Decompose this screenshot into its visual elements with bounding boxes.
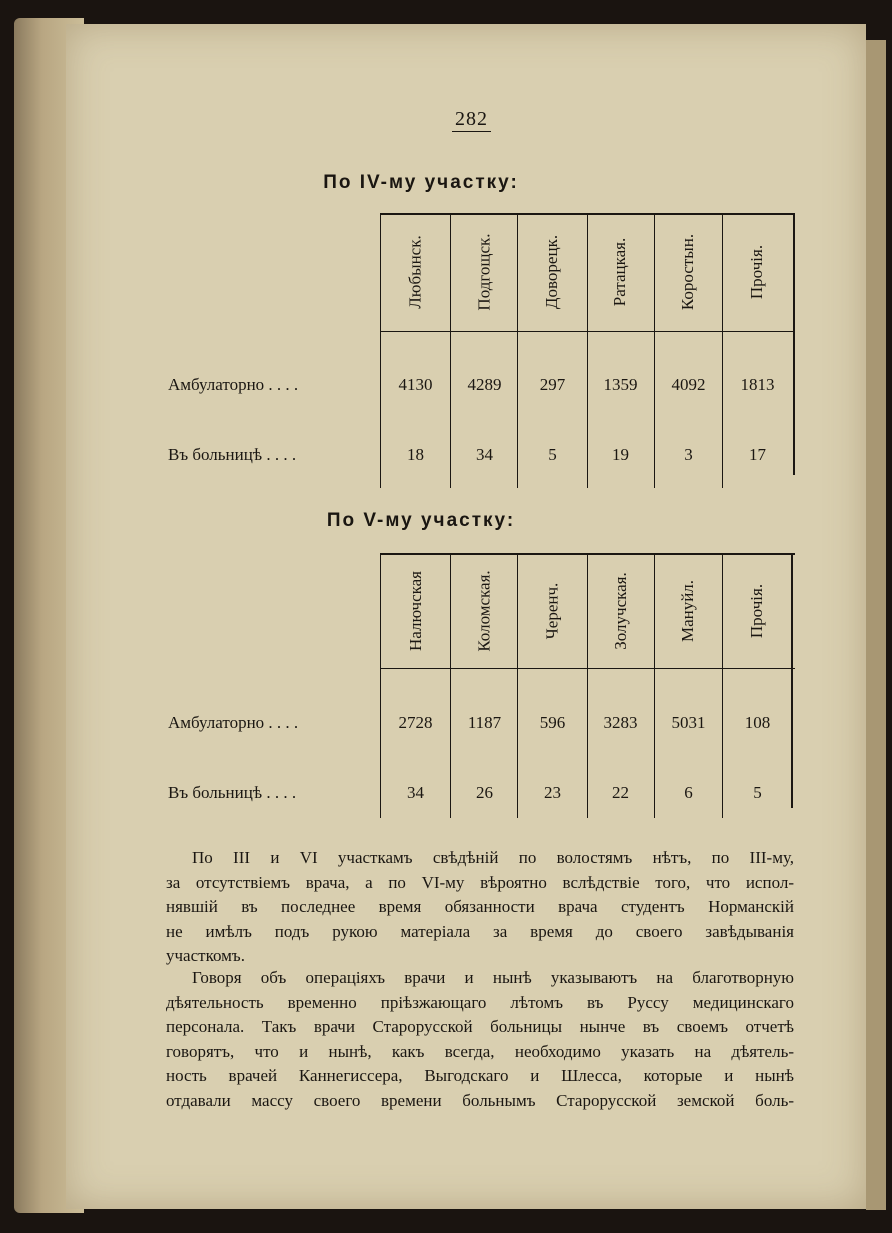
table-cell: 5 xyxy=(548,445,557,464)
table-cell: 4092 xyxy=(671,375,706,394)
text-line: за отсутствіемъ врача, а по VI-му вѣроятно вслѣдствіе того, что испол- xyxy=(166,872,794,892)
table-cell: 297 xyxy=(539,375,566,394)
column-header: Налючская xyxy=(405,570,425,651)
table-divider xyxy=(722,213,723,488)
column-header: Черенч. xyxy=(542,582,562,639)
column-header: Прочія. xyxy=(747,244,767,300)
text-line: отдавали массу своего времени больнымъ Старорусской земской боль- xyxy=(166,1090,794,1110)
table-ward-5 xyxy=(160,553,795,818)
column-header: Любынск. xyxy=(405,235,425,309)
table-cell: 1813 xyxy=(740,375,775,394)
text-line: ность врачей Каннегиссера, Выгодскаго и Шлесса, которые и нынѣ xyxy=(166,1066,794,1086)
text-line: не имѣлъ подъ рукою матеріала за время до своего завѣдыванія xyxy=(166,921,794,941)
text-line: дѣятельность временно пріѣзжающаго лѣтомъ въ Руссу медицинскаго xyxy=(166,992,794,1012)
table-cell: 6 xyxy=(684,783,693,802)
table-cell: 5031 xyxy=(671,713,706,732)
column-header: Доворецк. xyxy=(542,234,562,310)
text-line: нявшій въ последнее время обязанности врача студентъ Норманскій xyxy=(166,897,794,917)
paragraph-missing-data xyxy=(166,846,794,969)
page-number: 282 xyxy=(452,108,491,132)
table-cell: 19 xyxy=(612,445,629,464)
table-cell: 26 xyxy=(476,783,493,802)
row-label-ambulatory: Амбулаторно . . . . xyxy=(168,713,299,732)
table-cell: 2728 xyxy=(398,713,433,732)
text-line: По III и VI участкамъ свѣдѣній по волостямъ нѣтъ, по III-му, xyxy=(192,848,794,867)
table-divider xyxy=(722,553,723,818)
table-cell: 4130 xyxy=(398,375,433,394)
table-cell: 17 xyxy=(749,445,766,464)
text-line: персонала. Такъ врачи Старорусской больницы нынче въ своемъ отчетѣ xyxy=(166,1017,794,1037)
column-header: Подгощск. xyxy=(474,233,494,311)
column-header: Ратацкая. xyxy=(610,237,630,307)
table-cell: 4289 xyxy=(467,375,502,394)
table-cell: 22 xyxy=(612,783,629,802)
table-cell: 34 xyxy=(476,445,493,464)
table-right-border xyxy=(791,553,793,808)
table-divider xyxy=(380,553,381,818)
column-header: Золучская. xyxy=(610,571,630,650)
column-header: Мануйл. xyxy=(678,579,698,642)
text-line: говорятъ, что и нынѣ, какъ всегда, необходимо указать на дѣятель- xyxy=(166,1041,794,1061)
column-header: Коломская. xyxy=(474,569,494,652)
table-divider xyxy=(380,213,381,488)
next-page-edge xyxy=(866,40,886,1210)
table-cell: 1359 xyxy=(603,375,638,394)
text-line: участкомъ. xyxy=(166,946,245,966)
table-right-border xyxy=(793,213,795,475)
column-header: Прочія. xyxy=(747,583,767,638)
table-cell: 596 xyxy=(539,713,566,732)
table-ward-4 xyxy=(160,213,795,488)
table-cell: 108 xyxy=(744,713,771,732)
table-cell: 18 xyxy=(407,445,424,464)
table-cell: 3283 xyxy=(603,713,638,732)
table-cell: 5 xyxy=(753,783,762,802)
row-label-hospital: Въ больницѣ . . . . xyxy=(168,445,297,464)
table-cell: 1187 xyxy=(467,713,502,732)
table-cell: 23 xyxy=(544,783,561,802)
text-line: Говоря объ операціяхъ врачи и нынѣ указываютъ на благотворную xyxy=(192,968,794,987)
column-header: Коростын. xyxy=(678,233,698,311)
table-cell: 3 xyxy=(684,445,693,464)
table-1-title: По IV-му участку: xyxy=(323,172,519,193)
row-label-hospital: Въ больницѣ . . . . xyxy=(168,783,297,802)
paragraph-operations xyxy=(166,966,794,1114)
row-label-ambulatory: Амбулаторно . . . . xyxy=(168,375,299,394)
table-cell: 34 xyxy=(407,783,424,802)
table-2-title: По V-му участку: xyxy=(326,510,516,531)
